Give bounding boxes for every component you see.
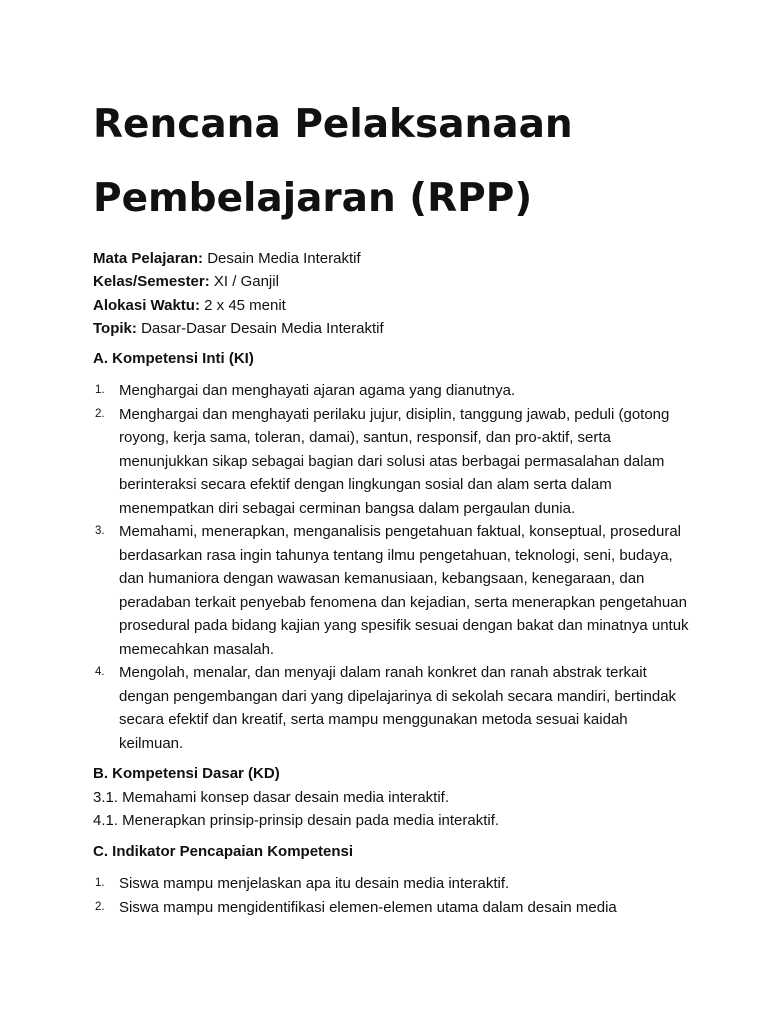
ki-list bbox=[93, 379, 693, 755]
list-item bbox=[93, 872, 693, 896]
list-text: Memahami, menerapkan, menganalisis pengetahuan faktual, konseptual, prosedural berdasarkan rasa ingin tahunya tentang ilmu pengetahuan, teknologi, seni, budaya, dan humaniora dengan wawasan kemanusiaan, kebangsaan, kenegaraan, dan peradaban terkait penyebab fenomena dan kejadian, serta menerapkan pengetahuan prosedural pada bidang kajian yang spesifik sesuai dengan bakat dan minatnya untuk memecahkan masalah. bbox=[119, 523, 689, 658]
meta-value: Desain Media Interaktif bbox=[207, 250, 361, 267]
list-item bbox=[93, 896, 693, 920]
list-item bbox=[93, 403, 693, 521]
list-number: 4. bbox=[95, 666, 105, 678]
meta-value: Dasar-Dasar Desain Media Interaktif bbox=[141, 319, 384, 337]
list-item bbox=[93, 520, 693, 661]
list-number: 1. bbox=[95, 384, 105, 396]
meta-time-allocation bbox=[93, 294, 693, 317]
indicator-list bbox=[93, 872, 693, 919]
meta-topic bbox=[93, 317, 693, 340]
meta-info bbox=[93, 247, 693, 340]
kd-line: 4.1. Menerapkan prinsip-prinsip desain pada media interaktif. bbox=[93, 812, 500, 830]
list-number: 3. bbox=[95, 525, 105, 537]
meta-label: Topik: bbox=[93, 319, 137, 337]
meta-label: Alokasi Waktu: bbox=[93, 296, 200, 314]
list-text: Siswa mampu menjelaskan apa itu desain media interaktif. bbox=[119, 875, 510, 892]
kd-lines bbox=[93, 786, 693, 833]
list-number: 1. bbox=[95, 877, 105, 889]
list-text: Mengolah, menalar, dan menyaji dalam ranah konkret dan ranah abstrak terkait dengan pengembangan dari yang dipelajarinya di sekolah secara mandiri, bertindak secara efektif dan kreatif, serta mampu menggunakan metoda sesuai kaidah keilmuan. bbox=[119, 664, 677, 752]
list-text: Siswa mampu mengidentifikasi elemen-elemen utama dalam desain media bbox=[119, 898, 617, 916]
section-heading-ki: A. Kompetensi Inti (KI) bbox=[93, 350, 254, 367]
meta-value: XI / Ganjil bbox=[213, 273, 279, 291]
list-item bbox=[93, 661, 693, 755]
list-text: Menghargai dan menghayati perilaku jujur, disiplin, tanggung jawab, peduli (gotong royong, kerja sama, toleran, damai), santun, responsif, dan pro-aktif, serta menunjukkan sikap sebagai bagian dari solusi atas berbagai permasalahan dalam berinteraksi secara efektif dengan lingkungan sosial dan alam serta dalam menempatkan diri sebagai cerminan bangsa dalam pergaulan dunia. bbox=[119, 405, 670, 517]
list-number: 2. bbox=[95, 900, 105, 913]
list-number: 2. bbox=[95, 407, 105, 420]
meta-subject bbox=[93, 247, 693, 270]
meta-class-semester bbox=[93, 270, 693, 293]
kd-line: 3.1. Memahami konsep dasar desain media interaktif. bbox=[93, 789, 450, 806]
page-title: Rencana Pelaksanaan Pembelajaran (RPP) bbox=[93, 102, 573, 221]
section-heading-indicators: C. Indikator Pencapaian Kompetensi bbox=[93, 843, 354, 860]
list-text: Menghargai dan menghayati ajaran agama yang dianutnya. bbox=[119, 382, 516, 399]
section-heading-kd: B. Kompetensi Dasar (KD) bbox=[93, 765, 280, 782]
meta-label: Mata Pelajaran: bbox=[93, 250, 204, 267]
list-item bbox=[93, 379, 693, 403]
meta-value: 2 x 45 menit bbox=[204, 296, 286, 314]
meta-label: Kelas/Semester: bbox=[93, 273, 210, 291]
